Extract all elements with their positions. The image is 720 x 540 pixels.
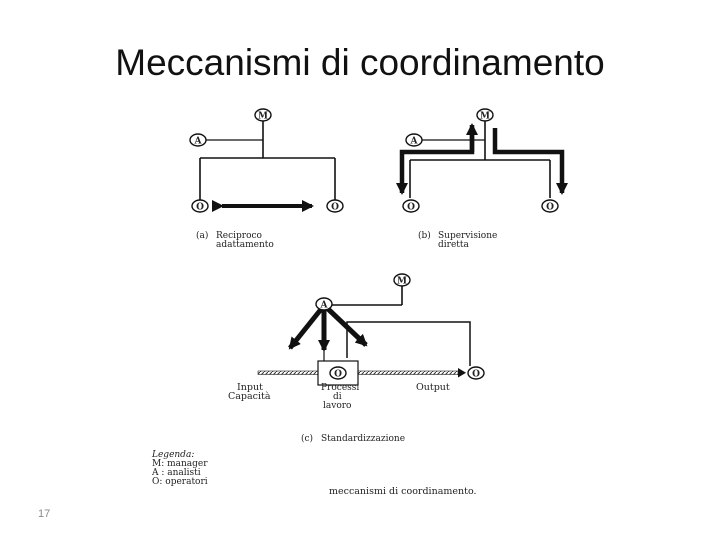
panel-b-operator-left — [403, 200, 419, 213]
svg-text:O: O — [407, 202, 415, 213]
legend — [151, 450, 208, 487]
panel-a-operator-left — [192, 200, 208, 213]
svg-text:O: O — [472, 369, 480, 380]
svg-text:A: A — [320, 300, 328, 311]
svg-text:M: M — [397, 276, 407, 287]
panel-a-caption-line1: Reciproco — [216, 231, 262, 241]
panel-c-output-label: Output — [416, 382, 450, 393]
panel-a-letter: (a) — [196, 231, 209, 241]
svg-text:A: A — [410, 136, 418, 147]
panel-c-capacity-label: Capacità — [228, 391, 271, 402]
svg-text:O: O — [334, 369, 342, 380]
panel-c-letter: (c) — [301, 434, 314, 444]
svg-text:O: O — [546, 202, 554, 213]
svg-text:O: O — [196, 202, 204, 213]
panel-c-standard-arrow-left — [290, 308, 322, 348]
legend-item-operators: O: operatori — [152, 477, 208, 487]
panel-a-operator-right — [327, 200, 343, 213]
panel-c-analyst-node — [316, 298, 332, 311]
legend-item-analysts: A : analisti — [152, 468, 201, 478]
panel-b-operator-right — [542, 200, 558, 213]
panel-b-caption-line2: diretta — [438, 240, 469, 250]
panel-b-direct-supervision — [402, 109, 562, 250]
panel-c-caption: Standardizzazione — [321, 434, 406, 444]
panel-b-letter: (b) — [418, 231, 431, 241]
panel-c-process-label-line2: di — [333, 392, 342, 402]
panel-c-input-label: Input — [237, 382, 263, 393]
panel-c-output-operator — [468, 367, 484, 380]
panel-b-analyst-node — [406, 134, 422, 147]
panel-a-mutual-adjustment — [190, 109, 343, 250]
panel-c-standardization — [228, 274, 484, 444]
svg-text:O: O — [331, 202, 339, 213]
panel-c-process-label-line3: lavoro — [323, 401, 352, 411]
slide-title: Meccanismi di coordinamento — [115, 42, 605, 83]
panel-c-manager-node — [394, 274, 410, 287]
panel-a-analyst-node — [190, 134, 206, 147]
page-number: 17 — [38, 508, 51, 520]
panel-a-manager-node — [255, 109, 271, 122]
panel-c-process-label-line1: Processi — [321, 383, 360, 393]
legend-item-manager: M: manager — [152, 459, 208, 469]
figure-caption: meccanismi di coordinamento. — [329, 486, 477, 497]
svg-text:A: A — [194, 136, 202, 147]
svg-text:M: M — [258, 111, 268, 122]
svg-text:M: M — [480, 111, 490, 122]
legend-title: Legenda: — [152, 450, 195, 460]
panel-c-process-operator — [330, 367, 346, 380]
panel-b-manager-node — [477, 109, 493, 122]
panel-a-caption-line2: adattamento — [216, 240, 274, 250]
panel-b-caption-line1: Supervisione — [438, 231, 498, 241]
